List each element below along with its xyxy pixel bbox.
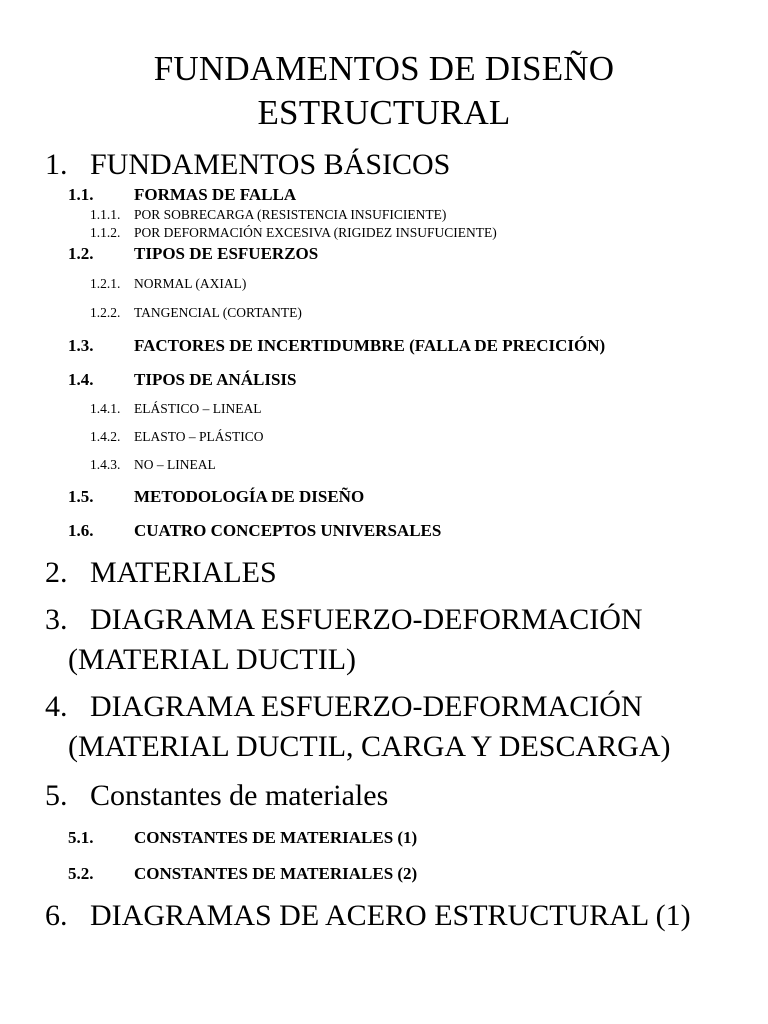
section-label: DIAGRAMA ESFUERZO-DEFORMACIÓN — [90, 603, 643, 636]
subsection-label: TIPOS DE ESFUERZOS — [134, 244, 319, 263]
page-title-line-1: FUNDAMENTOS DE DISEÑO — [153, 49, 615, 88]
subsection-label: FORMAS DE FALLA — [134, 185, 297, 204]
subsection-label: METODOLOGÍA DE DISEÑO — [134, 487, 365, 506]
item-number: 1.2.2. — [90, 305, 121, 320]
item-label: POR SOBRECARGA (RESISTENCIA INSUFICIENTE) — [134, 207, 447, 222]
item-label: POR DEFORMACIÓN EXCESIVA (RIGIDEZ INSUFUCIENTE) — [134, 225, 497, 240]
subsection-number: 1.1. — [68, 185, 94, 204]
subsection-label: FACTORES DE INCERTIDUMBRE (FALLA DE PRECICIÓN) — [134, 336, 606, 355]
item-label: TANGENCIAL (CORTANTE) — [134, 305, 302, 320]
subsection-number: 1.4. — [68, 370, 94, 389]
section-label: MATERIALES — [90, 556, 277, 589]
item-label: NO – LINEAL — [134, 457, 216, 472]
item-number: 1.1.1. — [90, 207, 121, 222]
subsection-label: CUATRO CONCEPTOS UNIVERSALES — [134, 521, 442, 540]
section-label: DIAGRAMAS DE ACERO ESTRUCTURAL (1) — [90, 899, 691, 932]
subsection-number: 1.6. — [68, 521, 94, 540]
section-number: 5. — [45, 779, 68, 812]
item-number: 1.4.3. — [90, 457, 121, 472]
subsection-label: TIPOS DE ANÁLISIS — [134, 370, 297, 389]
section-label: DIAGRAMA ESFUERZO-DEFORMACIÓN — [90, 690, 643, 723]
subsection-label: CONSTANTES DE MATERIALES (1) — [134, 828, 418, 847]
section-number: 1. — [45, 148, 68, 181]
section-number: 6. — [45, 899, 68, 932]
section-3-heading-continuation: (MATERIAL DUCTIL) — [68, 643, 357, 676]
subsection-number: 5.2. — [68, 864, 94, 883]
subsection-number: 5.1. — [68, 828, 94, 847]
page-title-line-2: ESTRUCTURAL — [257, 93, 511, 132]
section-number: 3. — [45, 603, 68, 636]
section-4-heading-continuation: (MATERIAL DUCTIL, CARGA Y DESCARGA) — [68, 730, 671, 763]
section-number: 2. — [45, 556, 68, 589]
section-number: 4. — [45, 690, 68, 723]
item-number: 1.4.1. — [90, 401, 121, 416]
item-label: ELASTO – PLÁSTICO — [134, 429, 264, 444]
item-label: ELÁSTICO – LINEAL — [134, 401, 262, 416]
section-label: Constantes de materiales — [90, 779, 389, 812]
item-number: 1.2.1. — [90, 276, 121, 291]
subsection-label: CONSTANTES DE MATERIALES (2) — [134, 864, 418, 883]
subsection-number: 1.3. — [68, 336, 94, 355]
item-number: 1.4.2. — [90, 429, 121, 444]
item-label: NORMAL (AXIAL) — [134, 276, 247, 291]
subsection-number: 1.5. — [68, 487, 94, 506]
item-number: 1.1.2. — [90, 225, 121, 240]
subsection-number: 1.2. — [68, 244, 94, 263]
section-label: FUNDAMENTOS BÁSICOS — [90, 148, 451, 181]
